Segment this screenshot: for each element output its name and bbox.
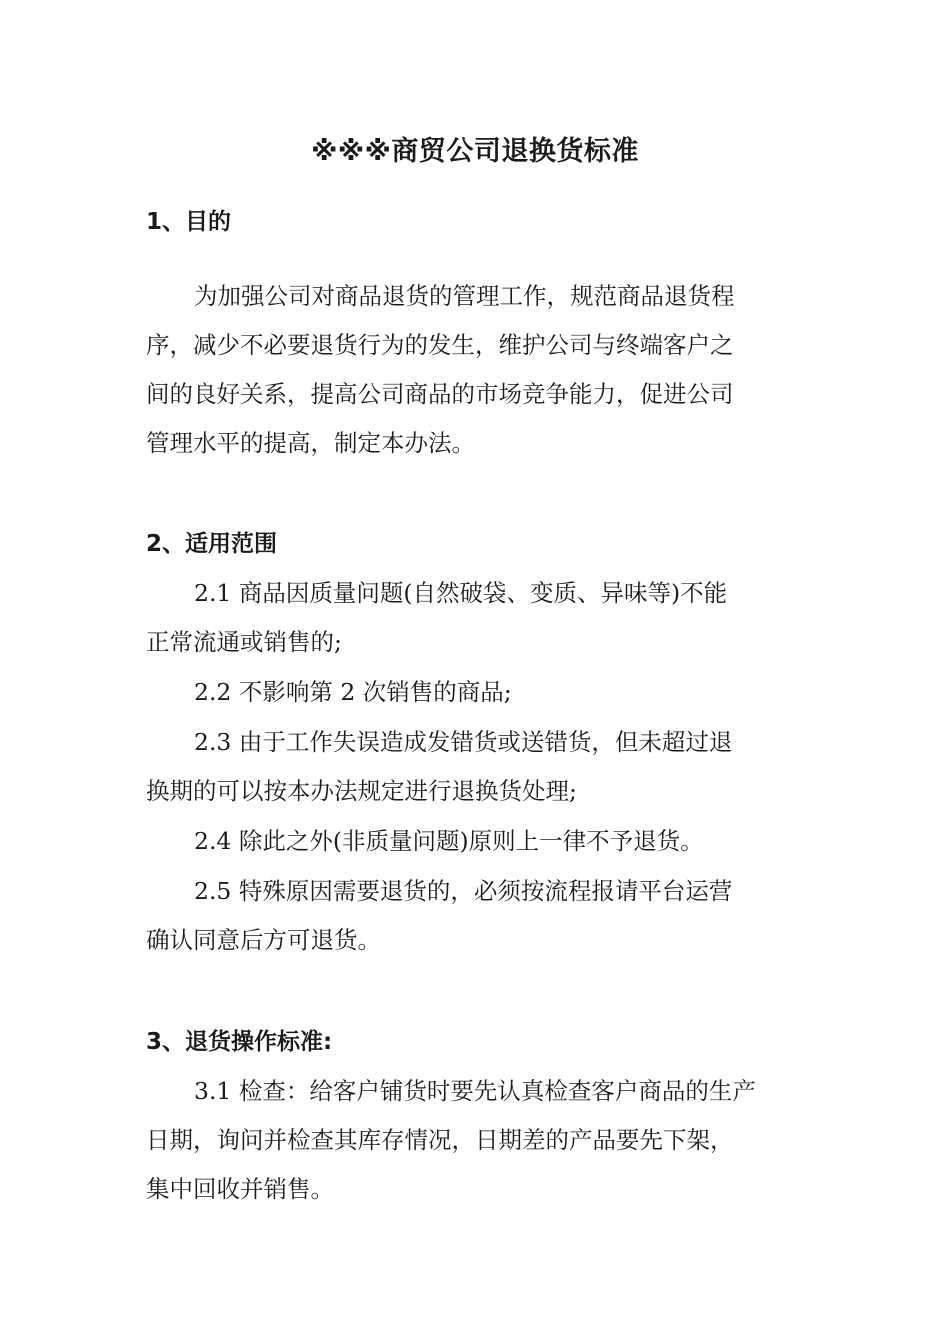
document-title: ※※※商贸公司退换货标准	[311, 136, 639, 167]
paragraph-return-3-1	[146, 1067, 812, 1214]
paragraph-line: 日期，询问并检查其库存情况，日期差的产品要先下架，	[146, 1126, 734, 1154]
paragraph-line: 间的良好关系，提高公司商品的市场竞争能力，促进公司	[146, 380, 734, 408]
paragraph-line: 管理水平的提高，制定本办法。	[146, 429, 475, 457]
paragraph-scope-2-4	[146, 817, 812, 866]
paragraph-line: 换期的可以按本办法规定进行退换货处理;	[146, 777, 577, 805]
paragraph-line: 2.3 由于工作失误造成发错货或送错货，但未超过退	[194, 728, 733, 756]
paragraph-scope-2-1	[146, 569, 812, 667]
paragraph-line: 序，减少不必要退货行为的发生，维护公司与终端客户之	[146, 331, 734, 359]
paragraph-line: 确认同意后方可退货。	[146, 926, 381, 954]
paragraph-line: 2.1 商品因质量问题(自然破袋、变质、异味等)不能	[194, 579, 728, 607]
section-heading-purpose: 1、目的	[146, 209, 232, 235]
paragraph-scope-2-3	[146, 718, 812, 816]
paragraph-line: 集中回收并销售。	[146, 1175, 334, 1203]
paragraph-line: 2.4 除此之外(非质量问题)原则上一律不予退货。	[194, 827, 704, 855]
section-heading-return-standard: 3、退货操作标准:	[146, 1029, 333, 1055]
paragraph-line: 为加强公司对商品退货的管理工作，规范商品退货程	[194, 282, 735, 310]
paragraph-line: 2.5 特殊原因需要退货的，必须按流程报请平台运营	[194, 877, 733, 905]
paragraph-line: 2.2 不影响第 2 次销售的商品;	[194, 678, 512, 706]
paragraph-scope-2-2	[146, 668, 812, 717]
section-heading-scope: 2、适用范围	[146, 531, 278, 557]
paragraph-scope-2-5	[146, 867, 812, 965]
paragraph-line: 3.1 检查：给客户铺货时要先认真检查客户商品的生产	[194, 1077, 756, 1105]
paragraph-purpose	[146, 272, 812, 468]
paragraph-line: 正常流通或销售的;	[146, 628, 342, 656]
